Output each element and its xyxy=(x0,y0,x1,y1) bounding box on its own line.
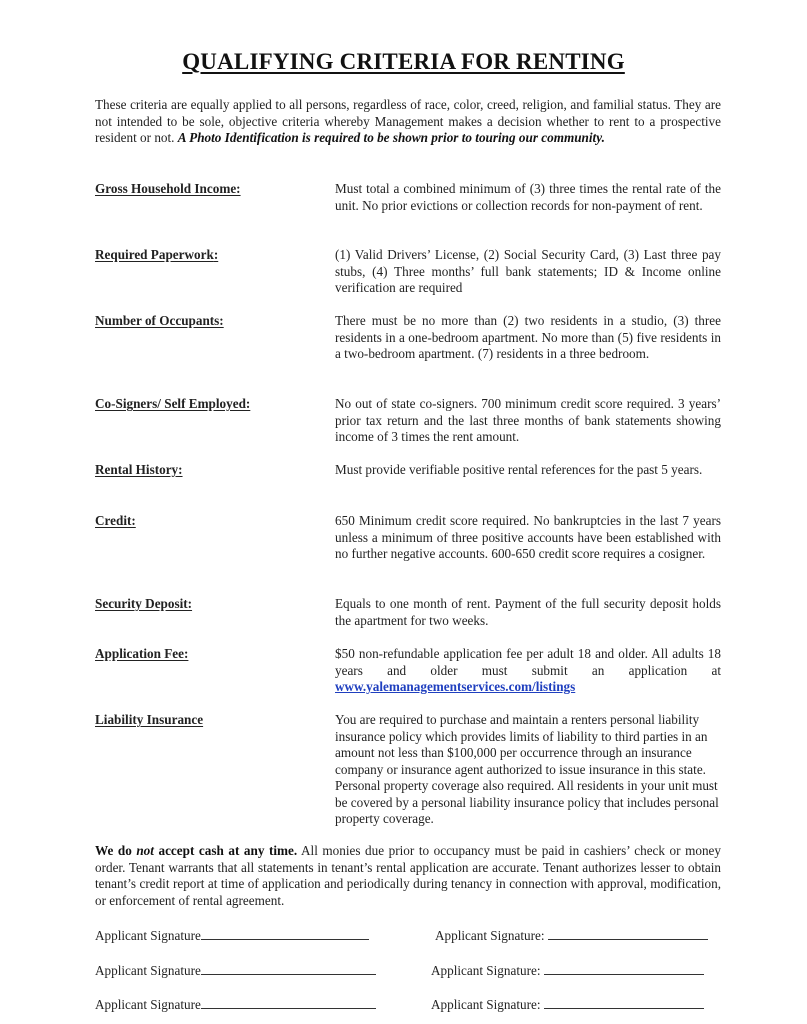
signature-line[interactable] xyxy=(544,996,704,1009)
criteria-label: Rental History: xyxy=(95,462,183,477)
page-title: QUALIFYING CRITERIA FOR RENTING xyxy=(182,49,625,74)
criteria-label: Credit: xyxy=(95,513,136,528)
signature-line[interactable] xyxy=(201,996,376,1009)
applicant-signature-field[interactable] xyxy=(95,996,376,1013)
criteria-label: Gross Household Income: xyxy=(95,181,241,196)
intro-paragraph xyxy=(95,97,721,147)
criteria-value: Must total a combined minimum of (3) three times the rental rate of the unit. No prior evictions or collection records for non-payment of rent. xyxy=(335,181,721,213)
criteria-value-text: $50 non-refundable application fee per adult 18 and older. All adults 18 years and older must submit an application at xyxy=(335,646,721,678)
signature-label: Applicant Signature: xyxy=(431,997,541,1012)
signature-label: Applicant Signature xyxy=(95,928,201,943)
no-cash-notice-emphasis: not xyxy=(136,843,154,858)
signature-line[interactable] xyxy=(201,927,369,940)
applicant-signature-field[interactable] xyxy=(95,927,369,944)
payment-terms-paragraph xyxy=(95,843,721,909)
applicant-signature-field[interactable] xyxy=(95,962,376,979)
photo-id-notice: A Photo Identification is required to be shown prior to touring our community. xyxy=(177,130,605,145)
signature-label: Applicant Signature xyxy=(95,963,201,978)
criteria-value: 650 Minimum credit score required. No bankruptcies in the last 7 years unless a minimum of three positive accounts have been established with no further negative accounts. 600-650 credit score requires a cosigner. xyxy=(335,513,721,561)
applicant-signature-field[interactable] xyxy=(435,927,708,944)
no-cash-notice-end: accept cash at any time. xyxy=(153,843,298,858)
criteria-label: Application Fee: xyxy=(95,646,189,661)
criteria-label-suffix: : xyxy=(213,247,219,262)
criteria-value: There must be no more than (2) two residents in a studio, (3) three residents in a one-bedroom apartment. No more than (5) five residents in a two-bedroom apartment. (7) residents in a three bedroom. xyxy=(335,313,721,361)
criteria-label-text: Required Paperwork xyxy=(95,247,214,262)
criteria-value: (1) Valid Drivers’ License, (2) Social Security Card, (3) Last three pay stubs, (4) Three months’ full bank statements; ID & Income online verification are required xyxy=(335,247,721,295)
criteria-label: Security Deposit: xyxy=(95,596,193,611)
criteria-label: Co-Signers/ Self Employed: xyxy=(95,396,251,411)
criteria-value: No out of state co-signers. 700 minimum credit score required. 3 years’ prior tax return and the last three months of bank statements showing income of 3 times the rent amount. xyxy=(335,396,721,444)
signature-line[interactable] xyxy=(201,962,376,975)
intro-text: These criteria are equally applied to all persons, regardless of race, color, creed, religion, and familial status. They are not intended to be sole, objective criteria whereby Management makes a decision whether to rent to a prospective resident or not. xyxy=(95,97,721,145)
criteria-label: Number of Occupants: xyxy=(95,313,224,328)
listings-link[interactable]: www.yalemanagementservices.com/listings xyxy=(335,679,576,694)
signature-label: Applicant Signature: xyxy=(435,928,545,943)
criteria-value: Must provide verifiable positive rental references for the past 5 years. xyxy=(335,462,703,477)
payment-terms-text: All monies due prior to occupancy must be paid in cashiers’ check or money order. Tenant warrants that all statements in tenant’s rental application are accurate. Tenant authorizes lesser to obtain tenant’s credit report at time of application and periodically during tenancy in connection with approval, modification, or enforcement of rental agreement. xyxy=(95,843,721,908)
signature-line[interactable] xyxy=(548,927,708,940)
criteria-label: Liability Insurance xyxy=(95,712,204,727)
criteria-label xyxy=(95,247,218,263)
no-cash-notice: We do xyxy=(95,843,137,858)
signature-label: Applicant Signature xyxy=(95,997,201,1012)
applicant-signature-field[interactable] xyxy=(431,996,704,1013)
applicant-signature-field[interactable] xyxy=(431,962,704,979)
signature-label: Applicant Signature: xyxy=(431,963,541,978)
signature-line[interactable] xyxy=(544,962,704,975)
criteria-value xyxy=(335,646,721,696)
criteria-value: Equals to one month of rent. Payment of the full security deposit holds the apartment for two weeks. xyxy=(335,596,721,628)
criteria-value: You are required to purchase and maintain a renters personal liability insurance policy which provides limits of liability to third parties in an amount not less than $100,000 per occurrence through an insurance company or insurance agent authorized to issue insurance in this state. Personal property coverage also required. All residents in your unit must be covered by a personal liability insurance policy that includes personal property coverage. xyxy=(335,712,719,826)
